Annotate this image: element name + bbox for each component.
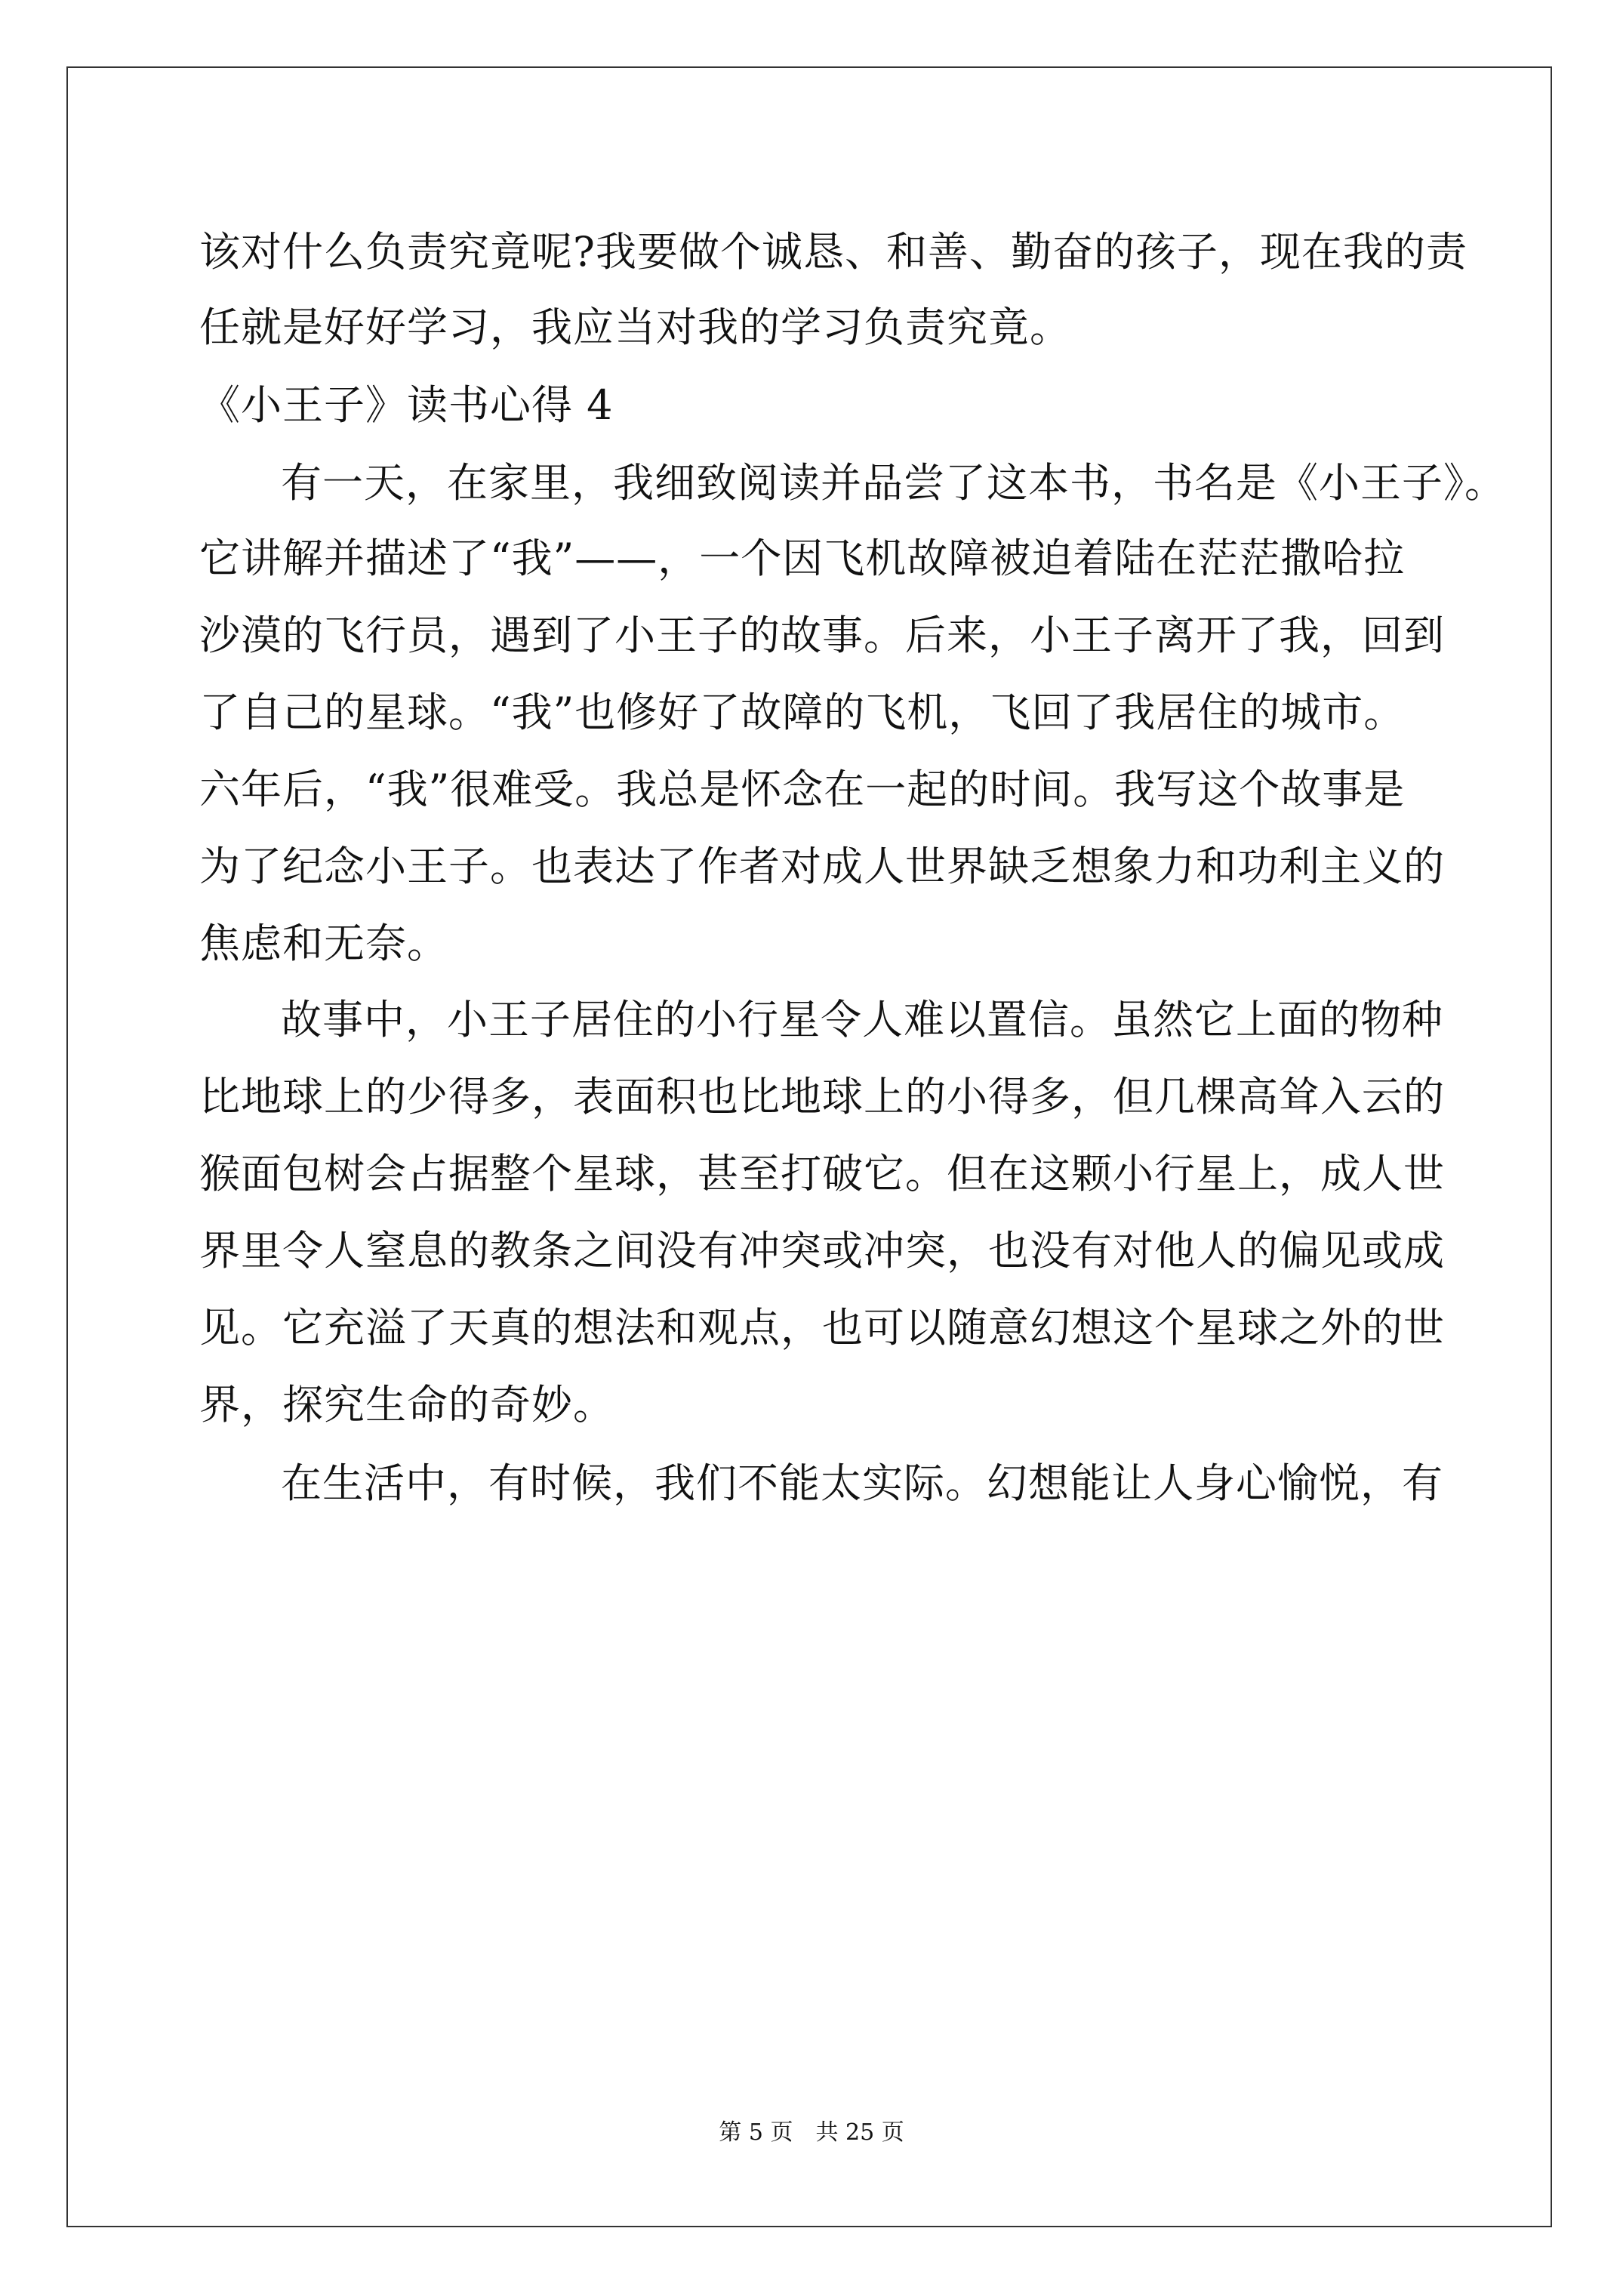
page-number: 第 5 页 共 25 页 (719, 2119, 904, 2146)
text-line: 任就是好好学习，我应当对我的学习负责究竟。 (199, 304, 1071, 351)
text-line: 为了纪念小王子。也表达了作者对成人世界缺乏想象力和功利主义的 (199, 843, 1445, 890)
text-line: 界，探究生命的奇妙。 (199, 1381, 614, 1428)
text-line: 比地球上的少得多，表面积也比地球上的小得多，但几棵高耸入云的 (199, 1073, 1445, 1120)
text-line: 沙漠的飞行员，遇到了小王子的故事。后来，小王子离开了我，回到 (199, 612, 1445, 659)
text-line: 了自己的星球。“我”也修好了故障的飞机，飞回了我居住的城市。 (199, 689, 1406, 736)
section-heading: 《小王子》读书心得 4 (199, 381, 614, 429)
text-line: 该对什么负责究竟呢?我要做个诚恳、和善、勤奋的孩子，现在我的责 (199, 228, 1467, 276)
text-line: 界里令人窒息的教条之间没有冲突或冲突，也没有对他人的偏见或成 (199, 1227, 1445, 1274)
text-line: 焦虑和无奈。 (199, 920, 448, 967)
text-line: 它讲解并描述了“我”——，一个因飞机故障被迫着陆在茫茫撒哈拉 (199, 535, 1406, 582)
text-line: 猴面包树会占据整个星球，甚至打破它。但在这颗小行星上，成人世 (199, 1150, 1445, 1197)
paragraph-first-line: 有一天，在家里，我细致阅读并品尝了这本书，书名是《小王子》。 (281, 459, 1506, 507)
text-line: 见。它充溢了天真的想法和观点，也可以随意幻想这个星球之外的世 (199, 1304, 1445, 1351)
paragraph-first-line: 在生活中，有时候，我们不能太实际。幻想能让人身心愉悦，有 (281, 1459, 1443, 1507)
text-line: 六年后，“我”很难受。我总是怀念在一起的时间。我写这个故事是 (199, 766, 1406, 813)
paragraph-first-line: 故事中，小王子居住的小行星令人难以置信。虽然它上面的物种 (281, 996, 1443, 1043)
